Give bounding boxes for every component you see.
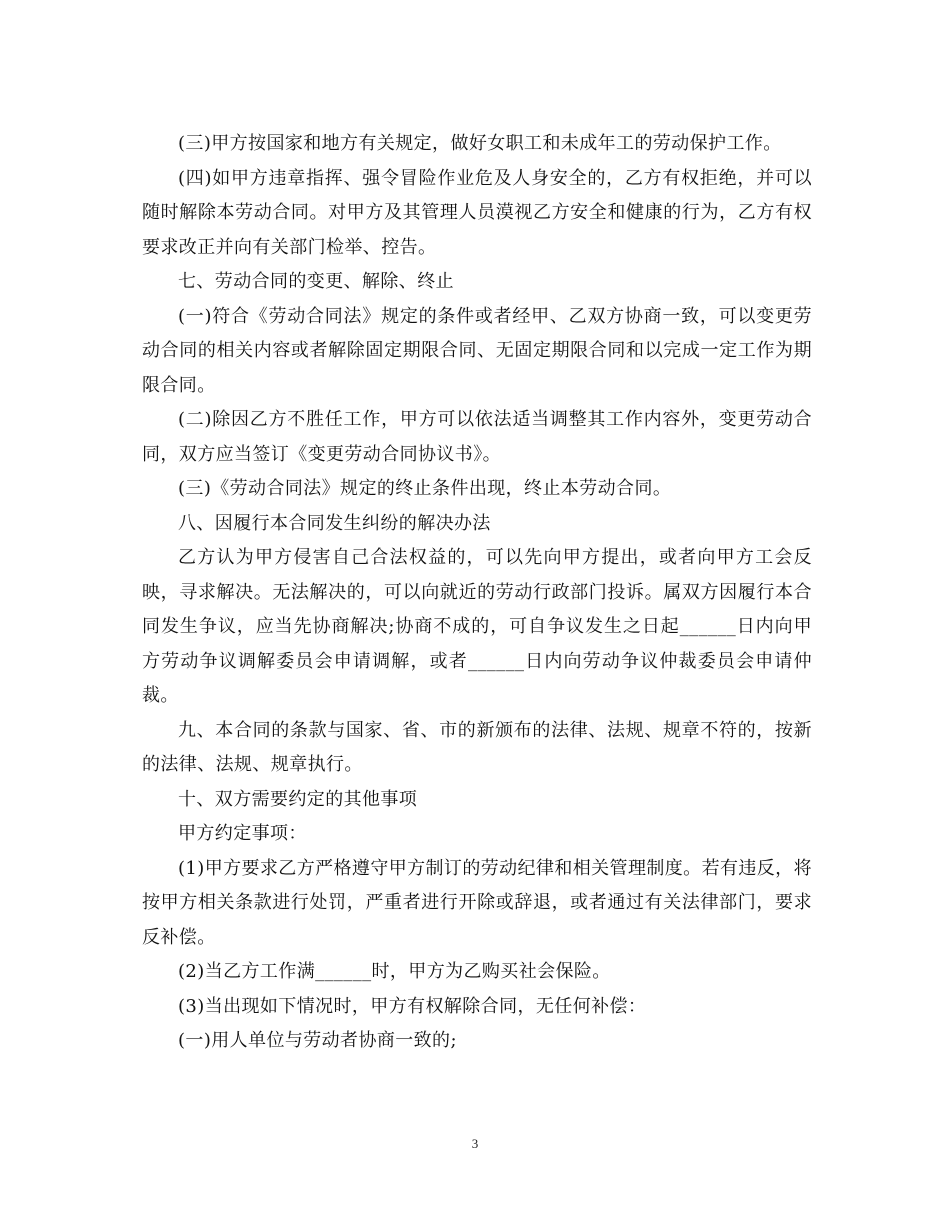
paragraph-incompetence: (二)除因乙方不胜任工作，甲方可以依法适当调整其工作内容外，变更劳动合同，双方应当签订《变更劳动合同协议书》。 <box>142 409 812 465</box>
page-number: 3 <box>471 1136 479 1151</box>
document-body <box>142 127 812 1059</box>
paragraph-term-3: (3)当出现如下情况时，甲方有权解除合同，无任何补偿： <box>178 995 647 1017</box>
paragraph-termination: (三)《劳动合同法》规定的终止条件出现，终止本劳动合同。 <box>178 478 672 499</box>
paragraph-right-to-refuse: (四)如甲方违章指挥、强令冒险作业危及人身安全的，乙方有权拒绝，并可以随时解除本劳动合同。对甲方及其管理人员漠视乙方安全和健康的行为，乙方有权要求改正并向有关部门检举、控告。 <box>142 167 812 258</box>
section-heading-7: 七、劳动合同的变更、解除、终止 <box>178 271 454 292</box>
paragraph-female-worker-protection: (三)甲方按国家和地方有关规定，做好女职工和未成年工的劳动保护工作。 <box>178 133 782 154</box>
section-heading-8: 八、因履行本合同发生纠纷的解决办法 <box>178 512 491 534</box>
section-heading-10: 十、双方需要约定的其他事项 <box>178 788 418 810</box>
paragraph-contract-change: (一)符合《劳动合同法》规定的条件或者经甲、乙双方协商一致，可以变更劳动合同的相关内容或者解除固定期限合同、无固定期限合同和以完成一定工作为期限合同。 <box>142 305 812 396</box>
paragraph-dispute-resolution: 乙方认为甲方侵害自己合法权益的，可以先向甲方提出，或者向甲方工会反映，寻求解决。无法解决的，可以向就近的劳动行政部门投诉。属双方因履行本合同发生争议，应当先协商解决;协商不成的，可自争议发生之日起______日内向甲方劳动争议调解委员会申请调解，或者______日内向劳动争议仲裁委员会申请仲裁。 <box>142 547 812 706</box>
section-heading-9: 九、本合同的条款与国家、省、市的新颁布的法律、法规、规章不符的，按新的法律、法规、规章执行。 <box>142 719 812 775</box>
paragraph-term-2: (2)当乙方工作满______时，甲方为乙购买社会保险。 <box>178 961 611 982</box>
paragraph-party-a-terms: 甲方约定事项： <box>178 823 307 844</box>
paragraph-term-1: (1)甲方要求乙方严格遵守甲方制订的劳动纪律和相关管理制度。若有违反，将按甲方相关条款进行处罚，严重者进行开除或辞退，或者通过有关法律部门，要求反补偿。 <box>142 857 812 948</box>
paragraph-term-3-item-1: (一)用人单位与劳动者协商一致的; <box>178 1030 457 1051</box>
